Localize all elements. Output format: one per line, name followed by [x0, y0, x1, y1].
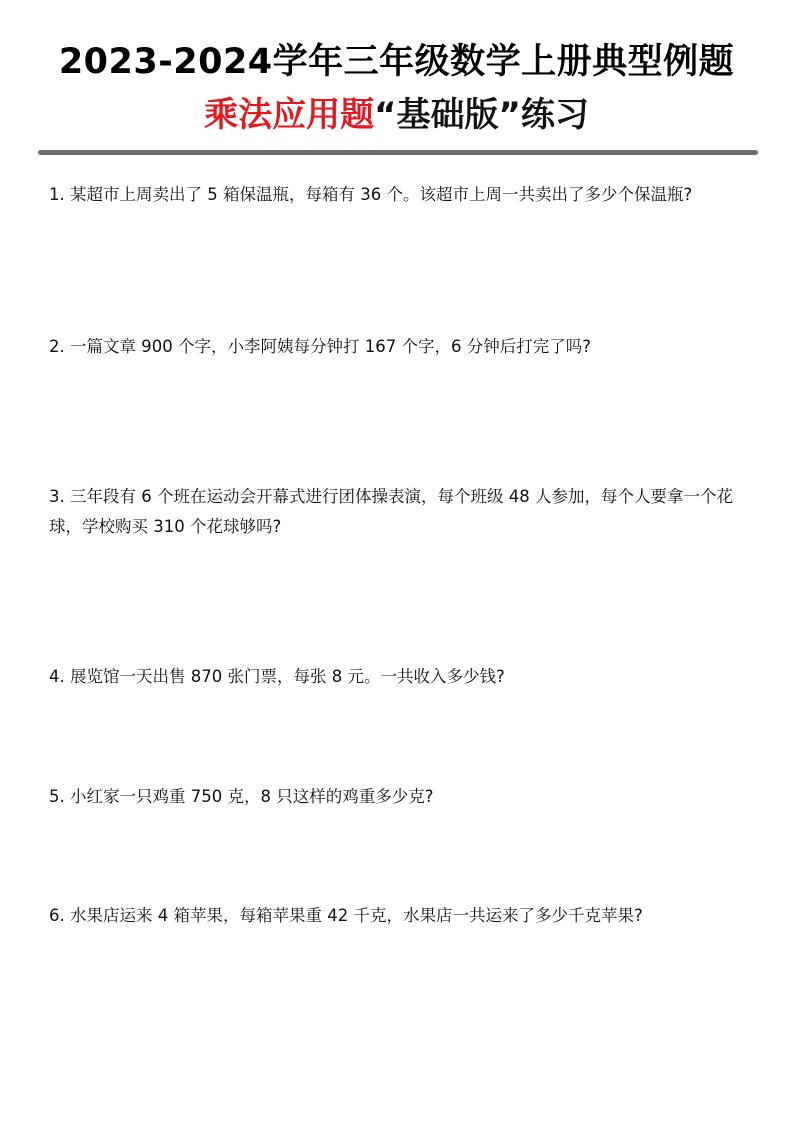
title-divider — [38, 150, 758, 155]
problem-text: 三年段有 6 个班在运动会开幕式进行团体操表演，每个班级 48 人参加，每个人要拿一个花球，学校购买 310 个花球够吗? — [49, 487, 733, 536]
subtitle-topic: 乘法应用题 — [204, 95, 375, 135]
problem-number: 4. — [49, 667, 65, 686]
problem-number: 3. — [49, 487, 65, 506]
problem-number: 6. — [49, 906, 65, 925]
page-title: 2023-2024学年三年级数学上册典型例题 — [58, 42, 735, 82]
problem-item — [49, 782, 754, 812]
problem-number: 2. — [49, 337, 65, 356]
problem-text: 水果店运来 4 箱苹果，每箱苹果重 42 千克，水果店一共运来了多少千克苹果? — [70, 906, 643, 925]
problem-item — [49, 901, 754, 931]
problem-number: 1. — [49, 185, 65, 204]
problem-item — [49, 180, 754, 210]
problem-item — [49, 662, 754, 692]
problem-item — [49, 332, 754, 362]
subtitle-level: “基础版”练习 — [374, 95, 589, 135]
problem-text: 展览馆一天出售 870 张门票，每张 8 元。一共收入多少钱? — [70, 667, 505, 686]
problem-text: 一篇文章 900 个字，小李阿姨每分钟打 167 个字，6 分钟后打完了吗? — [70, 337, 591, 356]
problem-text: 某超市上周卖出了 5 箱保温瓶，每箱有 36 个。该超市上周一共卖出了多少个保温瓶? — [70, 185, 693, 204]
page-subtitle — [0, 92, 793, 138]
problem-text: 小红家一只鸡重 750 克，8 只这样的鸡重多少克? — [70, 787, 434, 806]
problem-item — [49, 482, 754, 542]
problem-number: 5. — [49, 787, 65, 806]
